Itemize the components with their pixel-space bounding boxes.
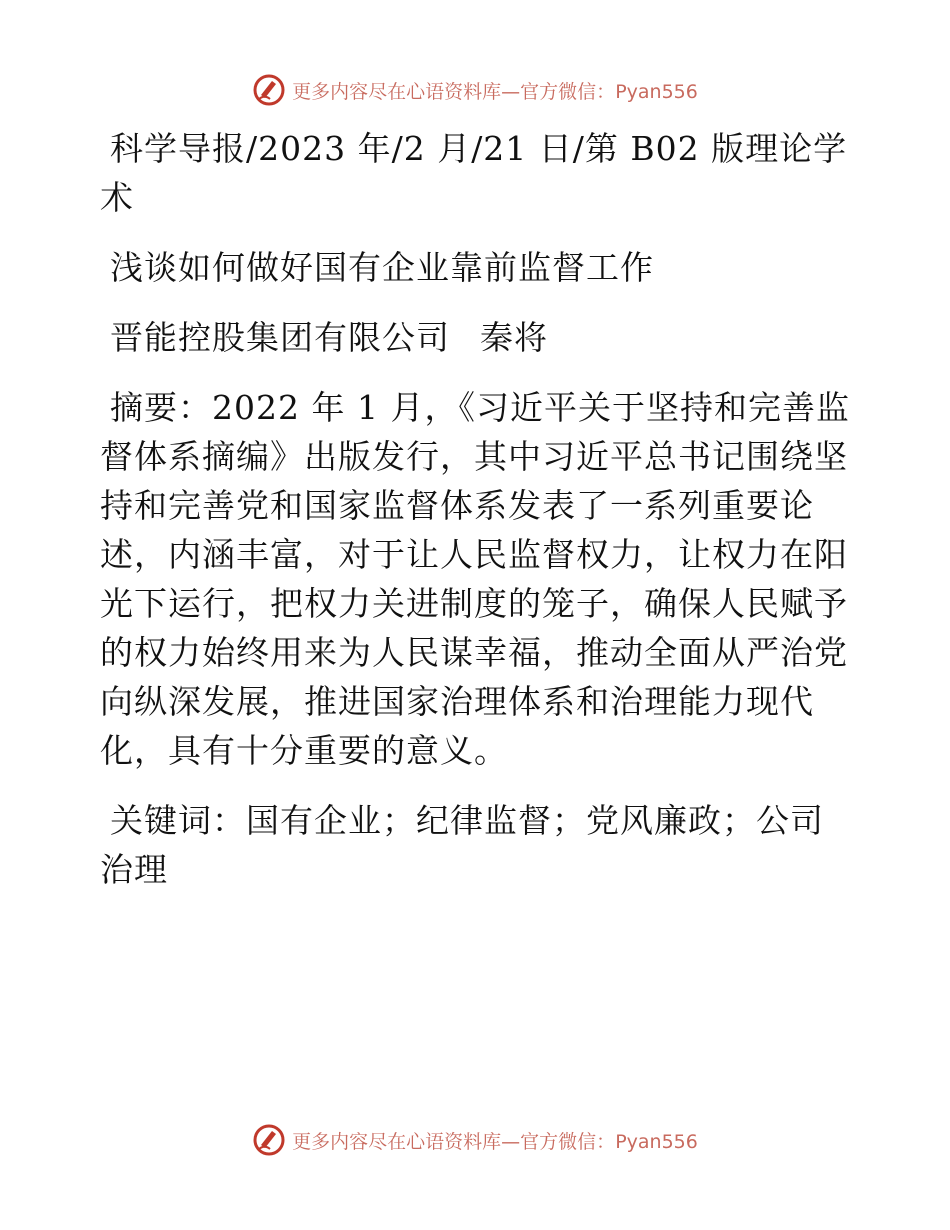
article-title: 浅谈如何做好国有企业靠前监督工作	[110, 248, 654, 287]
watermark-text: 更多内容尽在心语资料库—官方微信：Pyan556	[292, 80, 698, 103]
affiliation: 晋能控股集团有限公司	[110, 318, 450, 357]
book-pen-icon	[252, 1123, 286, 1157]
source-line: 科学导报/2023 年/2 月/21 日/第 B02 版理论学术	[100, 129, 848, 217]
author-name: 秦将	[480, 318, 548, 357]
author-line	[100, 313, 852, 362]
abstract: 摘要：2022 年 1 月，《习近平关于坚持和完善监督体系摘编》出版发行，其中习近平总书记围绕坚持和完善党和国家监督体系发表了一系列重要论述，内涵丰富，对于让人民监督权力，让权力在阳光下运行，把权力关进制度的笼子，确保人民赋予的权力始终用来为人民谋幸福，推动全面从严治党向纵深发展，推进国家治理体系和治理能力现代化，具有十分重要的意义。	[100, 388, 850, 770]
keywords: 关键词：国有企业；纪律监督；党风廉政；公司治理	[100, 801, 824, 889]
watermark-footer	[0, 1120, 950, 1160]
document-body	[100, 124, 852, 915]
watermark-text: 更多内容尽在心语资料库—官方微信：Pyan556	[292, 1130, 698, 1153]
watermark-header	[0, 70, 950, 110]
book-pen-icon	[252, 73, 286, 107]
